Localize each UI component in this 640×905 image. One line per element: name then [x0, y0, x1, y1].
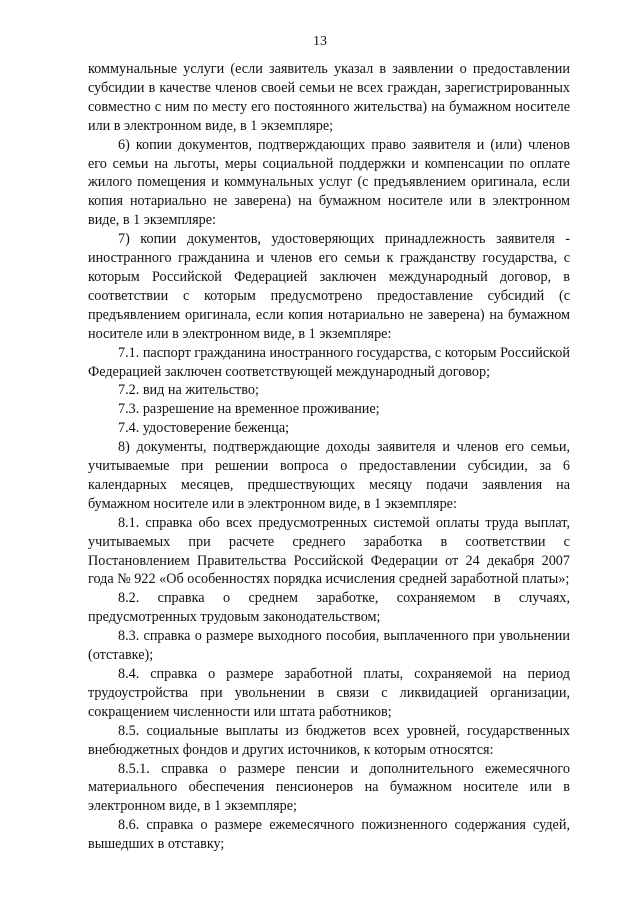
paragraph-item-8-5: 8.5. социальные выплаты из бюджетов всех уровней, государственных внебюджетных фондов и других источников, к которым относятся:: [88, 722, 570, 758]
document-body: [88, 60, 570, 854]
paragraph-item-8-5-1: 8.5.1. справка о размере пенсии и дополнительного ежемесячного материального обеспечения пенсионеров на бумажном носителе или в электронном виде, в 1 экземпляре;: [88, 760, 570, 815]
paragraph-item-8-3: 8.3. справка о размере выходного пособия, выплаченного при увольнении (отставке);: [88, 628, 570, 664]
paragraph-item-8-2: 8.2. справка о среднем заработке, сохраняемом в случаях, предусмотренных трудовым законодательством;: [88, 590, 570, 626]
paragraph-item-7-1: 7.1. паспорт гражданина иностранного государства, с которым Российской Федерацией заключен соответствующей международный договор;: [88, 344, 570, 380]
paragraph-item-8-6: 8.6. справка о размере ежемесячного пожизненного содержания судей, вышедших в отставку;: [88, 817, 570, 853]
paragraph-item-7: 7) копии документов, удостоверяющих принадлежность заявителя - иностранного гражданина и членов его семьи к гражданству государства, с которым Российской Федерацией заключен международный договор, в соответствии с которым предусмотрено предоставление субсидий (с предъявлением оригинала, если копия нотариально не заверена) на бумажном носителе или в электронном виде, в 1 экземпляре:: [88, 231, 570, 342]
page-number: 13: [313, 34, 327, 49]
paragraph-utilities-continuation: коммунальные услуги (если заявитель указал в заявлении о предоставлении субсидии в качестве членов своей семьи не всех граждан, зарегистрированных совместно с ним по месту его постоянного жительства) на бумажном носителе или в электронном виде, в 1 экземпляре;: [88, 61, 570, 134]
paragraph-item-7-2: 7.2. вид на жительство;: [118, 382, 259, 399]
paragraph-item-7-4: 7.4. удостоверение беженца;: [118, 420, 290, 437]
paragraph-item-8: 8) документы, подтверждающие доходы заявителя и членов его семьи, учитываемые при решении вопроса о предоставлении субсидии, за 6 календарных месяцев, предшествующих месяцу подачи заявления на бумажном носителе или в электронном виде, в 1 экземпляре:: [88, 439, 570, 512]
paragraph-item-8-1: 8.1. справка обо всех предусмотренных системой оплаты труда выплат, учитываемых при расчете среднего заработка в соответствии с Постановлением Правительства Российской Федерации от 24 декабря 2007 года № 922 «Об особенностях порядка исчисления средней заработной платы»;: [88, 514, 570, 588]
paragraph-item-7-3: 7.3. разрешение на временное проживание;: [118, 401, 380, 418]
paragraph-item-8-4: 8.4. справка о размере заработной платы, сохраняемой на период трудоустройства при увольнении в связи с ликвидацией организации, сокращением численности или штата работников;: [88, 666, 570, 720]
paragraph-item-6: 6) копии документов, подтверждающих право заявителя и (или) членов его семьи на льготы, меры социальной поддержки и компенсации по оплате жилого помещения и коммунальных услуг (с предъявлением оригинала, если копия нотариально не заверена) на бумажном носителе или в электронном виде, в 1 экземпляре:: [88, 136, 570, 229]
